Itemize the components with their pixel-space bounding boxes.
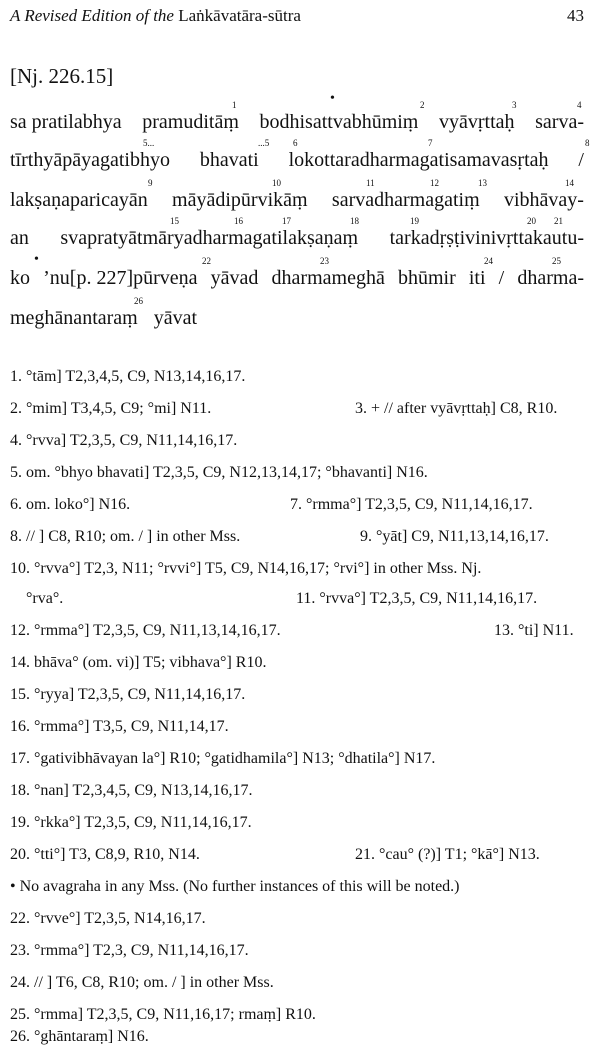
text-line [10, 266, 584, 290]
apparatus-note [10, 464, 584, 488]
text-line [10, 148, 584, 172]
note-ref: 4 [577, 100, 582, 110]
word: lakṣaṇaparicayān [10, 189, 148, 211]
apparatus-note [10, 1006, 584, 1030]
apparatus-note [10, 368, 584, 392]
apparatus-note [10, 718, 584, 742]
apparatus-note [10, 814, 584, 838]
note-text: 15. °ryya] T2,3,5, C9, N11,14,16,17. [10, 686, 246, 703]
note-text: 13. °ti] N11. [494, 622, 574, 639]
running-title-prefix: A Revised Edition of the [10, 6, 179, 25]
word: an [10, 227, 29, 249]
word: sarvadharmagatiṃ [331, 189, 480, 211]
apparatus-note [10, 622, 584, 646]
note-ref: 19 [410, 216, 419, 226]
word: ko [10, 267, 30, 289]
note-text: 20. °tti°] T3, C8,9, R10, N14. [10, 846, 200, 863]
apparatus-note [10, 590, 584, 614]
note-ref: 21 [554, 216, 563, 226]
word: tīrthyāpāyagatibhyo [10, 149, 170, 171]
word: vyāvṛttaḥ [438, 111, 515, 133]
note-text: 5. om. °bhyo bhavati] T2,3,5, C9, N12,13,14,17; °bhavanti] N16. [10, 464, 428, 481]
note-ref: 17 [282, 216, 291, 226]
text-line [10, 188, 584, 212]
note-text: 18. °nan] T2,3,4,5, C9, N13,14,16,17. [10, 782, 253, 799]
note-text: 26. °ghāntaraṃ] N16. [10, 1028, 149, 1045]
note-ref: 9 [148, 178, 153, 188]
running-title [10, 6, 301, 26]
note-ref: 5... [143, 138, 155, 148]
note-text: 10. °rvva°] T2,3, N11; °rvvi°] T5, C9, N14,16,17; °rvi°] in other Mss. Nj. [10, 560, 482, 577]
word: dharmameghā [271, 267, 385, 289]
apparatus-note [10, 910, 584, 934]
apparatus-note [10, 878, 584, 902]
note-text: 11. °rvva°] T2,3,5, C9, N11,14,16,17. [296, 590, 538, 607]
word: lokottaradharmagatisamavasṛtaḥ [288, 149, 549, 171]
note-text: 23. °rmma°] T2,3, C9, N11,14,16,17. [10, 942, 249, 959]
note-text: 1. °tām] T2,3,4,5, C9, N13,14,16,17. [10, 368, 246, 385]
word: tarkadṛṣṭivinivṛttakautu- [389, 227, 584, 249]
note-ref: 24 [484, 256, 493, 266]
word: vibhāvay- [503, 189, 584, 211]
note-ref: 13 [478, 178, 487, 188]
note-text: 25. °rmma] T2,3,5, C9, N11,16,17; rmaṃ] R10. [10, 1006, 316, 1023]
word: meghānantaraṃ [10, 307, 138, 329]
note-ref: 6 [293, 138, 298, 148]
word: pramuditāṃ [142, 111, 239, 133]
note-ref: 26 [134, 296, 143, 306]
avagraha-mark: • [34, 252, 39, 267]
word: māyādipūrvikāṃ [172, 189, 308, 211]
note-text: 21. °cau° (?)] T1; °kā°] N13. [355, 846, 540, 863]
word: ’nu[p. 227]pūrveṇa [43, 267, 198, 289]
note-ref: 3 [512, 100, 517, 110]
note-ref: ...5 [258, 138, 270, 148]
apparatus-note [10, 496, 584, 520]
note-text: 22. °rvve°] T2,3,5, N14,16,17. [10, 910, 206, 927]
running-title-sutra: Laṅkāvatāra-sūtra [178, 6, 301, 25]
reference-marker: [Nj. 226.15] [10, 64, 114, 88]
note-ref: 18 [350, 216, 359, 226]
word: svapratyātmāryadharmagatilakṣaṇaṃ [60, 227, 359, 249]
note-ref: 12 [430, 178, 439, 188]
apparatus-note [10, 400, 584, 424]
note-ref: 7 [428, 138, 433, 148]
note-text: 16. °rmma°] T3,5, C9, N11,14,17. [10, 718, 229, 735]
word: yāvat [153, 307, 198, 329]
word: sa pratilabhya [10, 111, 122, 133]
apparatus-note [10, 942, 584, 966]
note-text: 19. °rkka°] T2,3,5, C9, N11,14,16,17. [10, 814, 252, 831]
word: / [578, 149, 584, 171]
note-text: 6. om. loko°] N16. [10, 496, 131, 513]
note-text: 9. °yāt] C9, N11,13,14,16,17. [360, 528, 549, 545]
text-line [10, 110, 584, 134]
word: sarva- [535, 111, 584, 133]
note-ref: 10 [272, 178, 281, 188]
note-text: 14. bhāva° (om. vi)] T5; vibhava°] R10. [10, 654, 267, 671]
apparatus-note [10, 654, 584, 678]
note-ref: 20 [527, 216, 536, 226]
note-text: 4. °rvva] T2,3,5, C9, N11,14,16,17. [10, 432, 238, 449]
apparatus-note [10, 974, 584, 998]
page-number: 43 [567, 6, 584, 25]
apparatus-note [10, 1028, 584, 1045]
note-text: 7. °rmma°] T2,3,5, C9, N11,14,16,17. [290, 496, 533, 513]
note-text: 17. °gativibhāvayan la°] R10; °gatidhamila°] N13; °dhatila°] N17. [10, 750, 436, 767]
note-text: 3. + // after vyāvṛttaḥ] C8, R10. [355, 400, 558, 417]
note-ref: 8 [585, 138, 590, 148]
apparatus-note [10, 750, 584, 774]
apparatus-note [10, 528, 584, 552]
running-header [10, 6, 584, 28]
word: iti [468, 267, 486, 289]
word: bodhisattvabhūmiṃ [259, 111, 419, 133]
note-text: • No avagraha in any Mss. (No further instances of this will be noted.) [10, 878, 460, 895]
word: yāvad [210, 267, 259, 289]
note-ref: 22 [202, 256, 211, 266]
word: bhūmir [397, 267, 456, 289]
apparatus-note [10, 560, 584, 584]
word: bhavati [199, 149, 259, 171]
note-text: 12. °rmma°] T2,3,5, C9, N11,13,14,16,17. [10, 622, 281, 639]
word: dharma- [517, 267, 584, 289]
note-ref: 16 [234, 216, 243, 226]
apparatus-note [10, 432, 584, 456]
note-ref: 25 [552, 256, 561, 266]
note-ref: 1 [232, 100, 237, 110]
avagraha-mark: • [330, 91, 335, 106]
note-ref: 11 [366, 178, 375, 188]
apparatus-note [10, 846, 584, 870]
note-ref: 14 [565, 178, 574, 188]
note-text: 2. °mim] T3,4,5, C9; °mi] N11. [10, 400, 212, 417]
note-text: 24. // ] T6, C8, R10; om. / ] in other Mss. [10, 974, 274, 991]
apparatus-note [10, 686, 584, 710]
note-ref: 23 [320, 256, 329, 266]
note-ref: 15 [170, 216, 179, 226]
note-ref: 2 [420, 100, 425, 110]
apparatus-note [10, 782, 584, 806]
text-line [10, 306, 584, 330]
note-text: 8. // ] C8, R10; om. / ] in other Mss. [10, 528, 241, 545]
word: / [498, 267, 505, 289]
note-text: °rva°. [26, 590, 64, 607]
text-line [10, 226, 584, 250]
